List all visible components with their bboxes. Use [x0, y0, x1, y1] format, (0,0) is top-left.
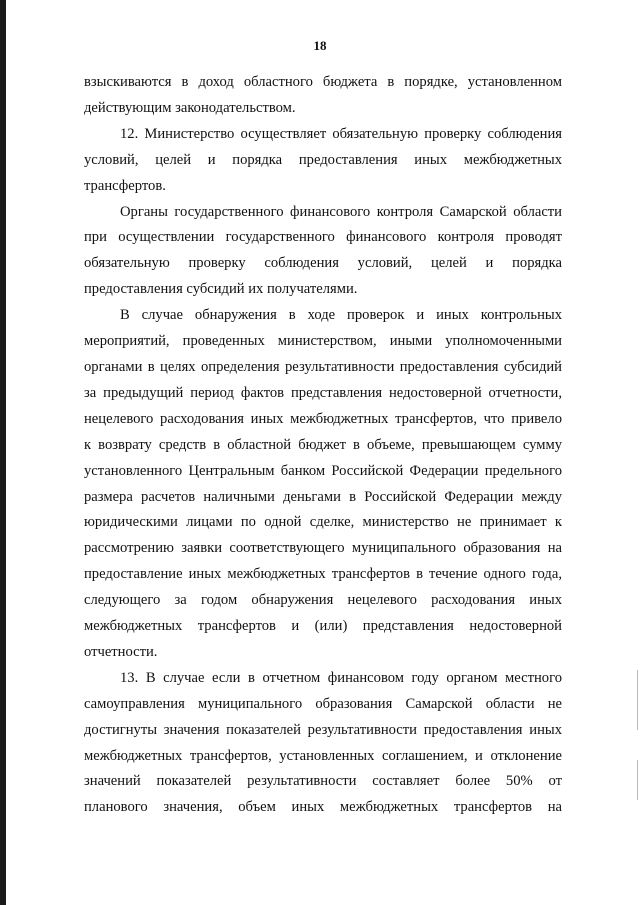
text-line: Органы государственного финансового контроля Самарской области [120, 203, 562, 220]
text-line: предоставление иных межбюджетных трансфертов в течение одного года, [84, 566, 562, 583]
document-body [84, 70, 562, 821]
scan-left-border [0, 0, 6, 905]
text-line: самоуправления муниципального образования Самарской области не [84, 695, 562, 712]
text-line: межбюджетных трансфертов и (или) представления недостоверной [84, 618, 562, 635]
paragraph [84, 200, 562, 304]
text-line: рассмотрению заявки соответствующего муниципального образования на [84, 540, 562, 557]
text-line: В случае обнаружения в ходе проверок и иных контрольных [120, 307, 562, 324]
paragraph [84, 70, 562, 122]
text-line: достигнуты значения показателей результативности предоставления иных [84, 721, 562, 738]
text-line: нецелевого расходования иных межбюджетных трансфертов, что привело [84, 410, 562, 427]
text-line: отчетности. [84, 643, 158, 660]
scan-right-mark [637, 760, 638, 800]
text-line: следующего за годом обнаружения нецелевого расходования иных [84, 592, 562, 609]
text-line: обязательную проверку соблюдения условий, целей и порядка [84, 255, 562, 272]
text-line: трансфертов. [84, 177, 166, 194]
text-line: установленного Центральным банком Российской Федерации предельного [84, 462, 562, 479]
text-line: межбюджетных трансфертов, установленных соглашением, и отклонение [84, 747, 562, 764]
text-line: взыскиваются в доход областного бюджета в порядке, установленном [84, 74, 562, 90]
text-line: к возврату средств в областной бюджет в объеме, превышающем сумму [84, 436, 562, 453]
text-line: при осуществлении государственного финансового контроля проводят [84, 229, 562, 246]
text-line: действующим законодательством. [84, 99, 296, 116]
text-line: юридическими лицами по одной сделке, министерство не принимает к [84, 514, 562, 531]
text-line: размера расчетов наличными деньгами в Российской Федерации между [84, 488, 562, 505]
page-number: 18 [313, 38, 327, 53]
text-line: за предыдущий период фактов представления недостоверной отчетности, [84, 384, 562, 401]
text-line: мероприятий, проведенных министерством, иными уполномоченными [84, 333, 562, 350]
text-line: предоставления субсидий их получателями. [84, 281, 358, 298]
paragraph [84, 666, 562, 821]
text-line: условий, целей и порядка предоставления иных межбюджетных [84, 151, 562, 168]
paragraph [84, 122, 562, 200]
text-line: 12. Министерство осуществляет обязательную проверку соблюдения [120, 125, 562, 142]
text-line: значений показателей результативности составляет более 50% от [84, 773, 562, 790]
scan-right-mark [637, 670, 638, 730]
text-line: 13. В случае если в отчетном финансовом году органом местного [120, 669, 562, 686]
paragraph [84, 303, 562, 666]
text-line: органами в целях определения результативности предоставления субсидий [84, 358, 562, 375]
text-line: планового значения, объем иных межбюджетных трансфертов на [84, 799, 562, 816]
